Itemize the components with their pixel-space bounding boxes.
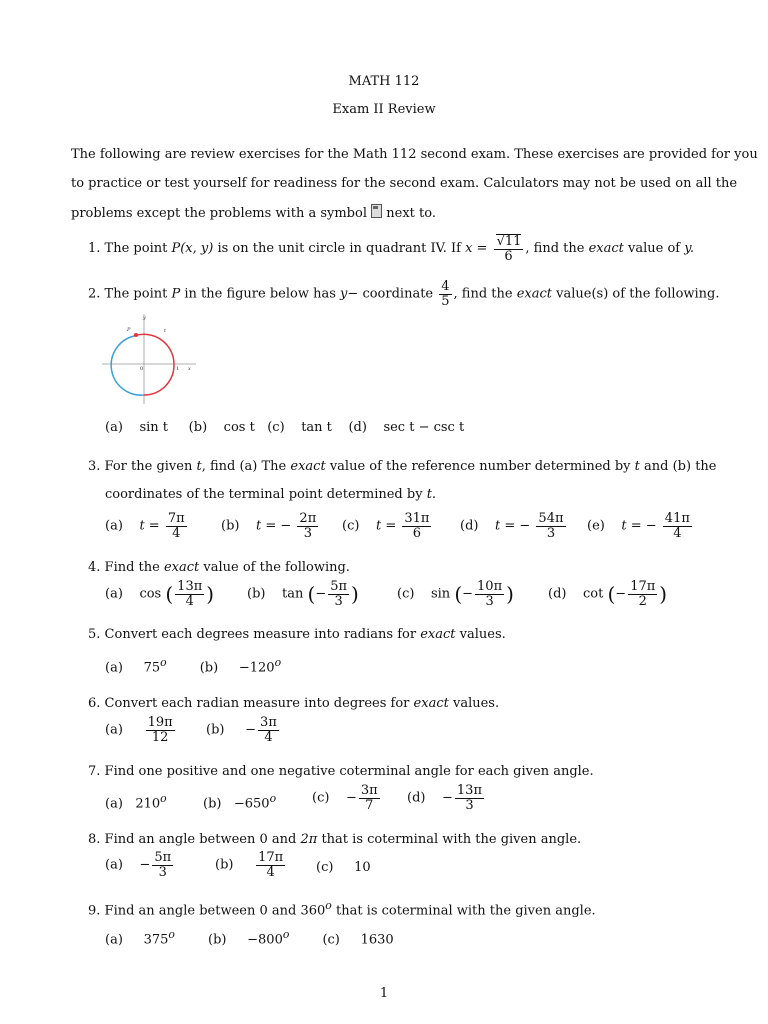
q7-part-sup: o: [269, 792, 277, 805]
q5-text-b: values.: [459, 627, 506, 642]
fig-label-x: x: [188, 366, 191, 372]
q5-text: Convert each degrees measure into radians for: [104, 627, 417, 642]
q3-part-den: 3: [303, 525, 312, 541]
q2-part-label: (d): [348, 420, 367, 435]
q4-part-fn: cos: [139, 586, 162, 602]
q8-part-label: (b): [215, 857, 234, 873]
q1-text-d: value of: [628, 241, 681, 257]
q2-part-expr: tan t: [301, 420, 332, 435]
q5-part-sup: o: [274, 656, 282, 669]
q9-sup: o: [325, 899, 332, 912]
q3-exact: exact: [290, 459, 326, 474]
q1-den: 6: [504, 248, 513, 264]
q9-part-value: −800: [247, 932, 283, 948]
q2-parts: [105, 420, 464, 435]
q6-part-den: 4: [264, 729, 273, 745]
q8-text: Find an angle between 0 and: [104, 832, 297, 847]
q3-part-lhs: t = −: [621, 518, 657, 534]
q9-parts: [105, 928, 394, 947]
q1-text-b: is on the unit circle in quadrant IV. If: [217, 241, 461, 257]
q4-part-sign: −: [462, 586, 474, 602]
q8-part-value: 10: [354, 860, 371, 875]
q3-part-fraction: [536, 512, 565, 540]
q3-part-label: (d): [460, 518, 479, 534]
q1-number: 1.: [88, 241, 101, 257]
intro-line-3: [71, 204, 436, 221]
q7-part-fraction: [455, 784, 484, 812]
q4-part-fn: cot: [583, 586, 604, 602]
q3-part-e: [587, 512, 694, 540]
q3-part-label: (e): [587, 518, 605, 534]
q3-part-num: 2π: [299, 511, 317, 526]
q2-text-b: in the figure below has: [184, 286, 336, 302]
q8-number: 8.: [88, 832, 101, 847]
q9-part-sup: o: [168, 928, 175, 941]
q7-part-sign: −: [345, 790, 357, 806]
q8-part-label: (a): [105, 857, 123, 873]
point-p-marker: [134, 333, 138, 337]
q5-part-value: −120: [238, 660, 275, 676]
unit-circle-figure: [100, 310, 200, 406]
q1-point: P(x, y): [171, 241, 214, 257]
q9-part-value: 1630: [360, 932, 394, 948]
q6-exact: exact: [413, 696, 449, 711]
q4-text-b: value of the following.: [203, 560, 350, 575]
q1-target: y.: [684, 241, 695, 257]
q7-part-b: [203, 792, 276, 811]
q3-part-fraction: [663, 512, 692, 540]
q2-part-label: (a): [105, 420, 123, 435]
q3-line2-text: coordinates of the terminal point determined by: [105, 487, 423, 502]
q1-exact: exact: [588, 241, 624, 257]
q3-part-den: 3: [546, 525, 556, 541]
q8-part-label: (c): [316, 860, 334, 875]
q7-part-sup: o: [160, 792, 167, 805]
page-subtitle: Exam II Review: [332, 102, 436, 117]
q4-part-sign: −: [315, 586, 327, 602]
q4-part-den: 3: [485, 593, 494, 609]
q7-part-value: 210: [135, 796, 161, 812]
q2-part-label: (b): [188, 420, 208, 435]
q8-text-b: that is coterminal with the given angle.: [321, 832, 582, 847]
q5-exact: exact: [420, 627, 456, 642]
q4-part-fn: sin: [430, 586, 451, 602]
circle-arc-red: [134, 334, 174, 395]
q7-part-value: −650: [233, 796, 270, 812]
question-3: [88, 459, 717, 474]
q3-line-2: [105, 487, 436, 502]
calculator-icon: [371, 204, 382, 218]
q6-part-num: 19π: [147, 715, 173, 730]
q9-part-label: (b): [208, 932, 227, 948]
question-9: [88, 899, 596, 918]
q5-parts: [105, 656, 281, 675]
q9-text-b: that is coterminal with the given angle.: [335, 903, 596, 919]
q4-part-label: (b): [247, 586, 266, 602]
q4-part-fraction: [175, 580, 204, 608]
q5-part-sup: o: [160, 656, 167, 669]
fig-label-one: 1: [176, 366, 180, 372]
q8-part-fraction: [256, 851, 285, 879]
q3-part-label: (a): [105, 518, 123, 534]
q3-part-a: [105, 512, 189, 540]
q7-part-label: (d): [407, 790, 426, 806]
q2-part-expr: cos t: [223, 420, 255, 435]
q4-part-d: (d) cot (− $\frac{17\pi}{2}$ ): [548, 579, 668, 609]
q4-part-label: (d): [548, 586, 567, 602]
q5-number: 5.: [88, 627, 101, 642]
q8-part-a: [105, 851, 175, 879]
q6-part-a: [105, 716, 177, 744]
q3-text-d: and (b) the: [644, 459, 717, 474]
q6-part-fraction: [146, 716, 175, 744]
q3-part-den: 4: [172, 525, 181, 541]
q2-text: The point: [104, 286, 168, 302]
q1-text: The point: [104, 241, 168, 257]
intro-line-2: to practice or test yourself for readiness for the second exam. Calculators may not be used on all the: [71, 176, 738, 191]
q2-p: P: [171, 286, 181, 302]
q9-part-value: 375: [143, 932, 169, 948]
q3-part-b: [221, 512, 320, 540]
q2-number: 2.: [88, 286, 101, 302]
q2-num: 4: [441, 279, 450, 294]
q7-part-c: [312, 784, 382, 812]
q2-text-e: value(s) of the following.: [556, 286, 720, 302]
q8-part-sign: −: [139, 857, 151, 873]
q6-part-num: 3π: [260, 715, 277, 730]
q4-part-den: 2: [638, 593, 647, 609]
q7-part-label: (b): [203, 796, 222, 812]
q3-part-d: [460, 512, 568, 540]
q1-fraction: [494, 234, 524, 263]
q6-number: 6.: [88, 696, 101, 711]
q4-part-label: (c): [397, 586, 415, 602]
q5-part-value: 75: [143, 660, 161, 676]
q7-part-label: (c): [312, 790, 330, 806]
q3-text-c: value of the reference number determined by: [329, 459, 631, 474]
q7-part-den: 7: [365, 797, 374, 813]
q6-part-b: [206, 716, 281, 744]
q7-part-fraction: [359, 784, 380, 812]
q4-part-fraction: [475, 580, 504, 608]
fig-label-t: t: [164, 328, 167, 334]
q3-line2-t: t.: [426, 487, 437, 502]
q5-part-label: (b): [199, 660, 219, 676]
question-4: [88, 560, 350, 575]
q7-part-label: (a): [105, 796, 123, 812]
q3-part-num: 54π: [538, 511, 564, 526]
q9-part-label: (c): [322, 932, 340, 948]
fig-label-y: y: [143, 315, 146, 321]
q7-text: Find one positive and one negative coterminal angle for each given angle.: [104, 764, 594, 779]
q1-text-c: , find the: [525, 241, 585, 257]
q3-part-lhs: t = −: [495, 518, 531, 534]
fig-label-origin: 0: [140, 366, 144, 372]
q9-number: 9.: [88, 903, 101, 919]
q3-part-den: 4: [673, 525, 682, 541]
q8-part-fraction: [152, 851, 173, 879]
q4-part-c: (c) sin (− $\frac{10\pi}{3}$ ): [397, 579, 514, 609]
q2-part-expr: sin t: [139, 420, 168, 435]
q4-part-fraction: [328, 580, 349, 608]
q4-part-a: (a) cos ( $\frac{13\pi}{4}$ ): [105, 579, 215, 609]
q6-part-sign: −: [245, 722, 257, 738]
q3-t: t: [634, 459, 640, 474]
q4-exact: exact: [163, 560, 200, 575]
intro-line-1: The following are review exercises for the Math 112 second exam. These exercises are provided for you: [71, 147, 758, 162]
q8-two-pi: 2π: [300, 832, 318, 847]
question-2: [88, 280, 720, 308]
q2-text-d: , find the: [453, 286, 513, 302]
question-6: [88, 696, 499, 711]
q3-part-label: (b): [221, 518, 240, 534]
q6-text-b: values.: [452, 696, 500, 711]
q2-text-c: coordinate: [362, 286, 434, 302]
q3-part-lhs: t =: [139, 518, 160, 534]
q1-var: x =: [465, 241, 488, 257]
intro-line-3-end: next to.: [386, 206, 436, 221]
q2-part-label: (c): [267, 420, 285, 435]
question-1: [88, 234, 694, 263]
q3-t: t: [196, 459, 202, 474]
q6-part-fraction: [258, 716, 279, 744]
q3-part-den: 6: [412, 525, 422, 541]
q3-number: 3.: [88, 459, 101, 474]
q2-y: y−: [340, 286, 359, 302]
q3-part-fraction: [402, 512, 431, 540]
q4-part-sign: −: [615, 586, 627, 602]
q4-part-label: (a): [105, 586, 123, 602]
q9-part-label: (a): [105, 932, 123, 948]
question-5: [88, 627, 506, 642]
q3-text: For the given: [104, 459, 193, 474]
q3-part-lhs: t = −: [256, 518, 292, 534]
q4-number: 4.: [88, 560, 101, 575]
q2-exact: exact: [516, 286, 553, 302]
q4-part-num: 10π: [477, 579, 503, 594]
q3-part-label: (c): [342, 518, 360, 534]
q8-part-num: 5π: [154, 850, 172, 865]
q8-part-den: 4: [266, 864, 275, 880]
q8-part-den: 3: [158, 864, 167, 880]
q4-part-fraction: [628, 580, 657, 608]
q2-den: 5: [441, 293, 450, 309]
fig-label-p: P: [127, 327, 131, 333]
q7-part-num: 3π: [360, 783, 378, 798]
q5-part-label: (a): [105, 660, 123, 676]
q4-part-b: (b) tan (− $\frac{5\pi}{3}$ ): [247, 579, 359, 609]
q7-part-den: 3: [465, 797, 474, 813]
q4-part-den: 4: [185, 593, 194, 609]
q8-part-c: [316, 860, 371, 875]
q6-part-label: (b): [206, 722, 225, 738]
q3-part-num: 31π: [404, 511, 430, 526]
q8-part-b: [215, 851, 287, 879]
page-number: 1: [379, 986, 389, 1001]
intro-line-3-text: problems except the problems with a symbol: [71, 206, 367, 221]
q4-part-num: 13π: [177, 579, 203, 594]
q7-number: 7.: [88, 764, 101, 779]
q3-part-fraction: [166, 512, 187, 540]
q3-part-fraction: [297, 512, 318, 540]
q7-part-a: [105, 792, 167, 811]
q3-part-lhs: t =: [375, 518, 397, 534]
q9-text: Find an angle between 0 and 360: [104, 903, 326, 919]
q7-part-sign: −: [442, 790, 453, 806]
q6-part-label: (a): [105, 722, 123, 738]
question-8: [88, 832, 581, 847]
q3-part-num: 7π: [167, 511, 185, 526]
q6-part-den: 12: [151, 729, 169, 745]
q2-fraction: [439, 280, 451, 308]
q3-part-num: 41π: [664, 511, 690, 526]
question-7: [88, 764, 594, 779]
q4-part-den: 3: [334, 593, 343, 609]
q7-part-num: 13π: [456, 783, 482, 798]
q4-part-fn: tan: [282, 586, 304, 602]
q4-text: Find the: [104, 560, 160, 575]
course-title: MATH 112: [348, 74, 420, 89]
q6-text: Convert each radian measure into degrees for: [104, 696, 410, 711]
q1-num: √11: [496, 234, 522, 249]
q4-part-num: 5π: [330, 579, 348, 594]
q2-part-expr: sec t − csc t: [383, 420, 465, 435]
q3-part-c: [342, 512, 433, 540]
q9-part-sup: o: [282, 928, 290, 941]
q3-text-b: , find (a) The: [201, 459, 287, 474]
q4-part-num: 17π: [630, 579, 656, 594]
q7-part-d: [407, 784, 486, 812]
q8-part-num: 17π: [258, 850, 284, 865]
